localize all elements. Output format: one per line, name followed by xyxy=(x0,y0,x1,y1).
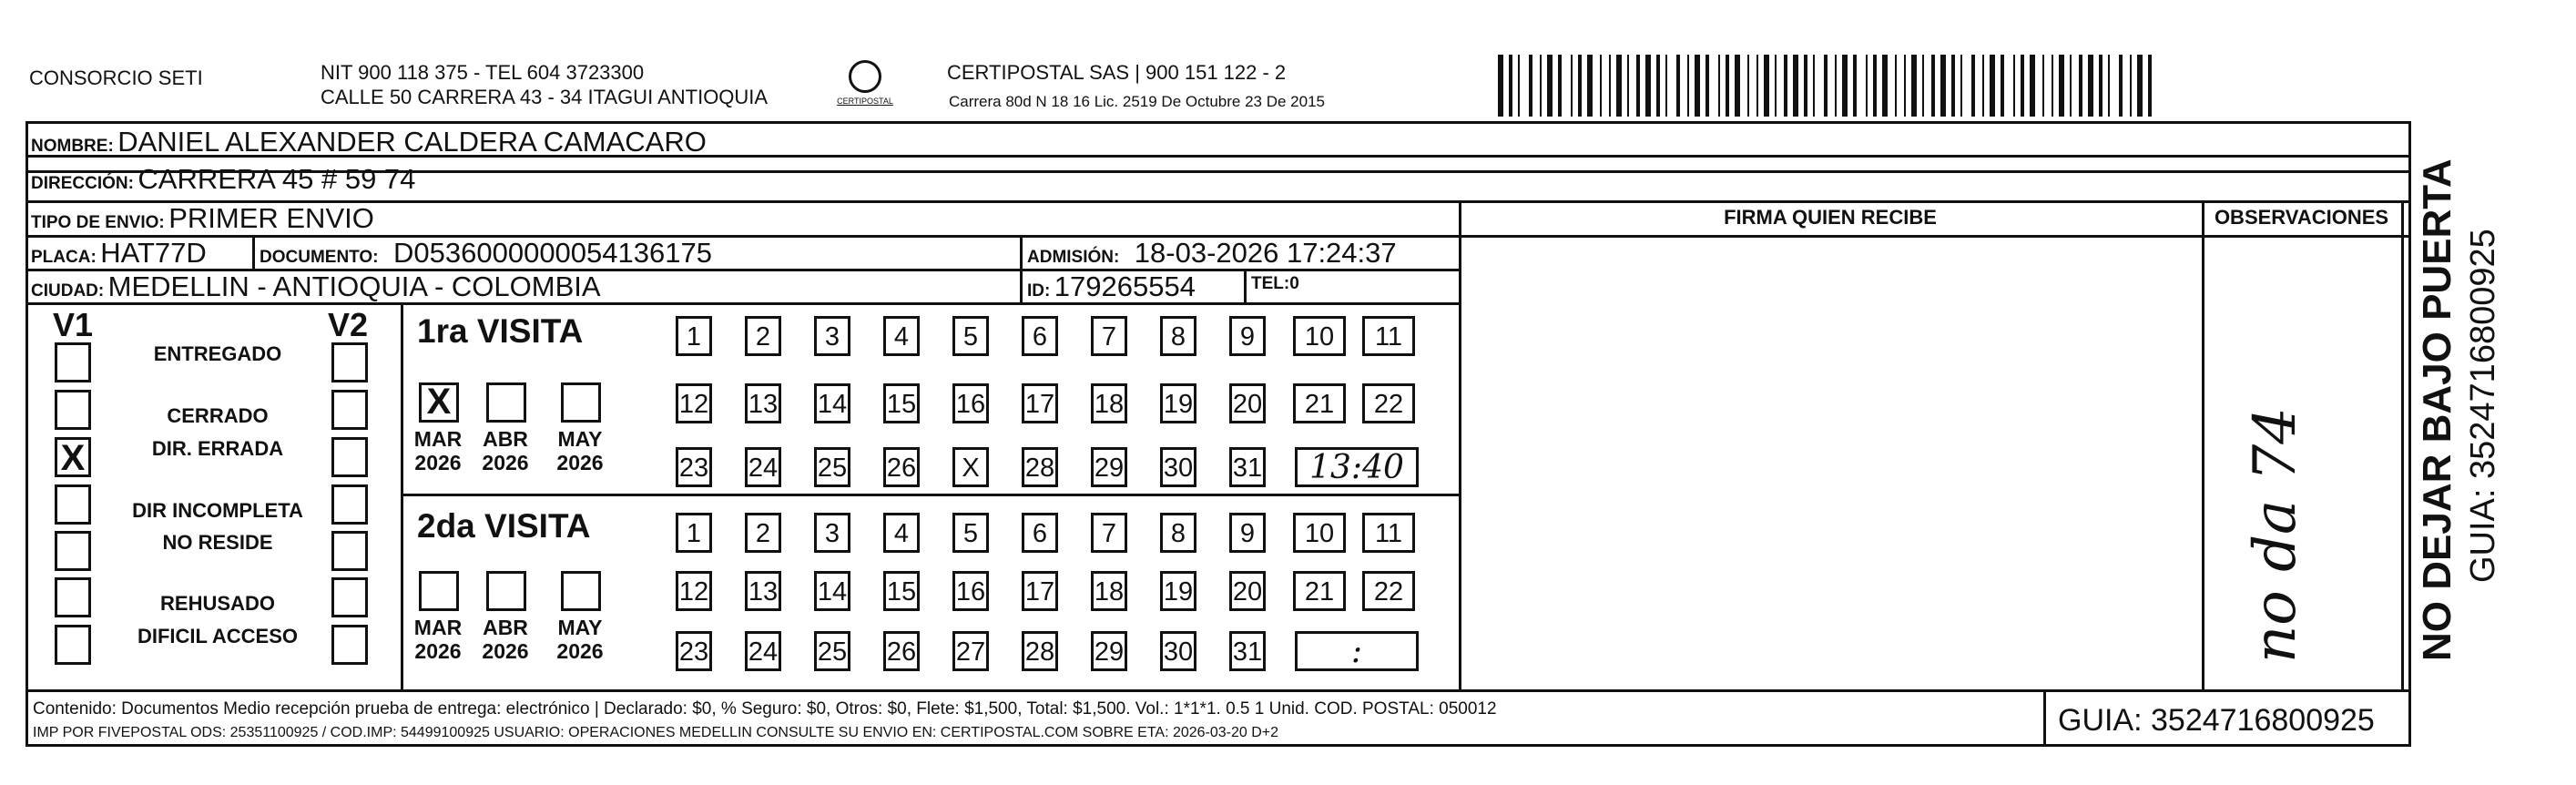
ciudad-label: CIUDAD: xyxy=(31,281,105,301)
address-line: CALLE 50 CARRERA 43 - 34 ITAGUI ANTIOQUIA xyxy=(321,86,769,108)
visit1-day-box: 11 xyxy=(1362,316,1415,356)
documento-cell xyxy=(260,239,712,267)
visit2-day-box: 23 xyxy=(676,631,712,671)
observation-handwritten: no da 74 xyxy=(2242,407,2309,663)
company-name: CONSORCIO SETI xyxy=(29,66,203,89)
visit1-day-box: 9 xyxy=(1229,316,1266,356)
visit1-month-box xyxy=(561,382,601,423)
side-warning: NO DEJAR BAJO PUERTA xyxy=(2415,158,2459,661)
visit1-day-box: 4 xyxy=(883,316,920,356)
v1-checkbox xyxy=(55,577,91,617)
visit2-day-box: 8 xyxy=(1160,513,1196,553)
nit-line: NIT 900 118 375 - TEL 604 3723300 xyxy=(321,61,645,84)
admision-cell xyxy=(1027,239,1397,267)
visit1-day-box: 26 xyxy=(883,447,920,487)
visit2-day-box: 13 xyxy=(745,571,781,611)
visit1-day-box: 28 xyxy=(1022,447,1058,487)
visit1-day-box: 6 xyxy=(1022,316,1058,356)
v2-checkbox xyxy=(331,484,368,525)
placa-cell xyxy=(31,239,207,267)
visit1-day-box: 14 xyxy=(814,383,850,423)
tipo-row xyxy=(31,204,374,232)
visit2-day-box: 11 xyxy=(1362,513,1415,553)
footer-guia: GUIA: 3524716800925 xyxy=(2058,703,2375,738)
visit1-day-box: 15 xyxy=(883,383,920,423)
visit2-day-box: 27 xyxy=(952,631,989,671)
tel-value: 0 xyxy=(1289,274,1299,293)
visit2-time-box: : xyxy=(1295,631,1419,671)
visit2-day-box: 1 xyxy=(676,513,712,553)
visit2-month-box xyxy=(561,571,601,611)
direccion-value: CARRERA 45 # 59 74 xyxy=(137,163,416,195)
v1-header: V1 xyxy=(53,306,94,343)
documento-value: D0536000000054136175 xyxy=(393,237,712,269)
observaciones-header: OBSERVACIONES xyxy=(2214,206,2389,229)
visit1-day-box: 25 xyxy=(814,447,850,487)
side-guia: GUIA: 3524716800925 xyxy=(2464,229,2502,583)
visit2-day-box: 29 xyxy=(1091,631,1127,671)
visit1-time-box: 13:40 xyxy=(1295,447,1419,487)
visit1-month-label: MAY xyxy=(557,427,603,451)
visit1-month-label: ABR xyxy=(483,427,528,451)
v2-checkbox xyxy=(331,390,368,430)
visit1-month-box xyxy=(486,382,526,423)
visit1-day-box: 10 xyxy=(1293,316,1346,356)
visit2-day-box: 31 xyxy=(1229,631,1266,671)
visit2-day-box: 21 xyxy=(1293,571,1346,611)
visit2-day-box: 18 xyxy=(1091,571,1127,611)
visit1-month-year: 2026 xyxy=(482,451,529,474)
visit1-day-box: 23 xyxy=(676,447,712,487)
visit1-day-box: 5 xyxy=(952,316,989,356)
visit1-day-box: 21 xyxy=(1293,383,1346,423)
v2-header: V2 xyxy=(328,306,369,343)
visit2-day-box: 14 xyxy=(814,571,850,611)
visit2-day-box: 26 xyxy=(883,631,920,671)
logo-caption: CERTIPOSTAL xyxy=(837,97,893,106)
visit2-day-box: 25 xyxy=(814,631,850,671)
visit1-day-box: 1 xyxy=(676,316,712,356)
v2-checkbox xyxy=(331,625,368,665)
footer-line2: IMP POR FIVEPOSTAL ODS: 25351100925 / COD.IMP: 54499100925 USUARIO: OPERACIONES MEDELLIN CONSULTE SU ENVIO EN: CERTIPOSTAL.COM SOBRE ETA: 2026-03-20 D+2 xyxy=(33,725,1279,740)
v1-checkbox xyxy=(55,342,91,382)
visit2-month-label: MAY xyxy=(557,616,603,639)
visit2-day-box: 24 xyxy=(745,631,781,671)
tipo-value: PRIMER ENVIO xyxy=(168,202,374,234)
visit2-day-box: 10 xyxy=(1293,513,1346,553)
visit1-day-box: 30 xyxy=(1160,447,1196,487)
v1-checkbox xyxy=(55,531,91,571)
visit2-day-box: 4 xyxy=(883,513,920,553)
visit2-month-label: MAR xyxy=(413,616,463,639)
v1-mark: X xyxy=(60,438,86,478)
nombre-row xyxy=(31,127,707,156)
ciudad-cell xyxy=(31,272,601,301)
v1-checkbox xyxy=(55,484,91,525)
visit2-day-box: 9 xyxy=(1229,513,1266,553)
nombre-value: DANIEL ALEXANDER CALDERA CAMACARO xyxy=(117,126,707,158)
status-label: REHUSADO xyxy=(160,592,275,615)
visit2-day-box: 19 xyxy=(1160,571,1196,611)
visit2-day-box: 6 xyxy=(1022,513,1058,553)
id-label: ID: xyxy=(1027,281,1051,301)
visit1-day-box: 12 xyxy=(676,383,712,423)
firma-header: FIRMA QUIEN RECIBE xyxy=(1724,206,1937,229)
footer-line1: Contenido: Documentos Medio recepción prueba de entrega: electrónico | Declarado: $0, % Seguro: $0, Otros: $0, Flete: $1,500, Total: $1,500. Vol.: 1*1*1. 0.5 1 Unid. COD. POSTAL: 050012 xyxy=(33,699,1497,719)
v2-checkbox xyxy=(331,577,368,617)
visit2-day-box: 16 xyxy=(952,571,989,611)
v2-checkbox xyxy=(331,437,368,477)
visit1-day-box: 18 xyxy=(1091,383,1127,423)
id-value: 179265554 xyxy=(1054,270,1196,302)
visit1-day-box: 20 xyxy=(1229,383,1266,423)
visit1-day-box: 13 xyxy=(745,383,781,423)
status-label: NO RESIDE xyxy=(162,531,273,554)
v2-checkbox xyxy=(331,531,368,571)
visit2-day-box: 12 xyxy=(676,571,712,611)
license-line: Carrera 80d N 18 16 Lic. 2519 De Octubre 23 De 2015 xyxy=(949,93,1325,110)
visit1-day-box: 24 xyxy=(745,447,781,487)
ciudad-value: MEDELLIN - ANTIOQUIA - COLOMBIA xyxy=(107,270,601,302)
direccion-row xyxy=(31,165,415,193)
visit1-day-box: 7 xyxy=(1091,316,1127,356)
visit2-day-box: 22 xyxy=(1362,571,1415,611)
visit2-month-box xyxy=(419,571,459,611)
visit1-day-box: 2 xyxy=(745,316,781,356)
documento-label: DOCUMENTO: xyxy=(260,248,379,267)
certipostal-line: CERTIPOSTAL SAS | 900 151 122 - 2 xyxy=(947,61,1287,84)
status-label: DIR INCOMPLETA xyxy=(132,499,303,522)
placa-value: HAT77D xyxy=(100,237,207,269)
visit1-day-box: 22 xyxy=(1362,383,1415,423)
visit2-day-box: 2 xyxy=(745,513,781,553)
barcode xyxy=(1498,55,2153,118)
status-label: DIR. ERRADA xyxy=(151,437,284,460)
admision-label: ADMISIÓN: xyxy=(1027,248,1120,267)
visit1-day-box: 3 xyxy=(814,316,850,356)
visit2-month-year: 2026 xyxy=(482,639,529,663)
visit1-day-box: 8 xyxy=(1160,316,1196,356)
status-label: DIFICIL ACCESO xyxy=(137,625,298,647)
visit1-day-box: 29 xyxy=(1091,447,1127,487)
visit1-day-box: 17 xyxy=(1022,383,1058,423)
visit1-month-year: 2026 xyxy=(414,451,462,474)
status-label: ENTREGADO xyxy=(153,342,282,365)
status-label: CERRADO xyxy=(167,404,269,427)
visit1-month-mark: X xyxy=(426,382,452,422)
visit1-month-label: MAR xyxy=(413,427,463,451)
visit2-day-box: 15 xyxy=(883,571,920,611)
visit1-day-box: 19 xyxy=(1160,383,1196,423)
tel-cell xyxy=(1251,275,1299,292)
visit2-title: 2da VISITA xyxy=(417,507,591,545)
nombre-label: NOMBRE: xyxy=(31,137,114,156)
visit2-day-box: 7 xyxy=(1091,513,1127,553)
visit1-day-box: 31 xyxy=(1229,447,1266,487)
v2-checkbox xyxy=(331,342,368,382)
visit2-day-box: 20 xyxy=(1229,571,1266,611)
id-cell xyxy=(1027,272,1196,301)
tel-label: TEL: xyxy=(1251,274,1290,293)
visit2-day-box: 5 xyxy=(952,513,989,553)
visit1-title: 1ra VISITA xyxy=(417,312,584,350)
visit2-day-box: 17 xyxy=(1022,571,1058,611)
placa-label: PLACA: xyxy=(31,248,97,267)
visit2-month-label: ABR xyxy=(483,616,528,639)
visit2-day-box: 3 xyxy=(814,513,850,553)
visit1-day-box: 16 xyxy=(952,383,989,423)
admision-value: 18-03-2026 17:24:37 xyxy=(1134,237,1397,269)
tipo-label: TIPO DE ENVIO: xyxy=(31,213,165,232)
v1-checkbox xyxy=(55,625,91,665)
visit1-month-year: 2026 xyxy=(556,451,604,474)
visit2-month-year: 2026 xyxy=(556,639,604,663)
v1-checkbox xyxy=(55,390,91,430)
visit2-month-box xyxy=(486,571,526,611)
visit2-day-box: 30 xyxy=(1160,631,1196,671)
visit1-day-box: X xyxy=(952,447,989,487)
direccion-label: DIRECCIÓN: xyxy=(31,174,134,193)
visit2-month-year: 2026 xyxy=(414,639,462,663)
certipostal-logo-icon xyxy=(849,60,881,93)
visit2-day-box: 28 xyxy=(1022,631,1058,671)
